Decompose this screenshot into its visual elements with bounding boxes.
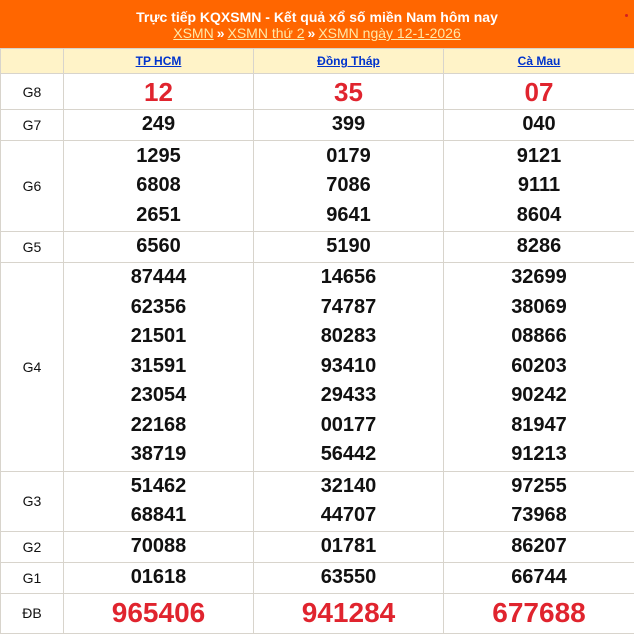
special-prize-number: 677688 [444,594,634,632]
prize-number: 66744 [444,563,634,593]
special-prize-number: 941284 [254,594,443,632]
prize-label: G6 [1,141,64,232]
page-title: Trực tiếp KQXSMN - Kết quả xổ số miền Nam hôm nay [0,0,634,25]
prize-number: 14656 [254,263,443,293]
prize-row-g8 [1,74,634,110]
prize-number: 2651 [64,201,253,231]
prize-number: 9111 [444,171,634,201]
prize-label: G2 [1,531,64,562]
prize-number: 62356 [64,293,253,323]
prize-label: G7 [1,110,64,141]
special-prize-number: 965406 [64,594,253,632]
prize-row-g3 [1,471,634,531]
prize-number: 35 [254,75,443,109]
prize-label: G5 [1,232,64,263]
prize-number: 86207 [444,532,634,562]
lottery-results-table [0,48,634,634]
prize-number: 80283 [254,322,443,352]
province-link-ca-mau[interactable]: Cà Mau [518,54,561,68]
prize-number: 8604 [444,201,634,231]
prize-row-g7 [1,110,634,141]
breadcrumb-separator: » [305,25,319,41]
prize-row-g6 [1,141,634,232]
prize-number: 74787 [254,293,443,323]
prize-number: 6560 [64,232,253,262]
prize-number: 08866 [444,322,634,352]
prize-label: G4 [1,262,64,471]
province-header-row [1,49,634,74]
prize-number: 399 [254,110,443,140]
prize-number: 38069 [444,293,634,323]
prize-number: 21501 [64,322,253,352]
prize-label-header [1,49,64,74]
prize-number: 44707 [254,501,443,531]
breadcrumb-separator: » [214,25,228,41]
prize-row-g5 [1,232,634,263]
results-banner [0,0,634,48]
prize-row-g4 [1,262,634,471]
prize-number: 73968 [444,501,634,531]
prize-number: 07 [444,75,634,109]
prize-number: 93410 [254,352,443,382]
prize-number: 6808 [64,171,253,201]
prize-number: 9641 [254,201,443,231]
prize-label: G3 [1,471,64,531]
prize-number: 60203 [444,352,634,382]
prize-number: 68841 [64,501,253,531]
prize-number: 5190 [254,232,443,262]
province-link-dong-thap[interactable]: Đồng Tháp [317,54,380,68]
prize-number: 22168 [64,411,253,441]
prize-number: 38719 [64,440,253,470]
prize-number: 90242 [444,381,634,411]
prize-number: 0179 [254,142,443,172]
prize-number: 31591 [64,352,253,382]
breadcrumb-link-xsmn-date[interactable]: XSMN ngày 12-1-2026 [318,25,460,41]
prize-number: 87444 [64,263,253,293]
prize-number: 8286 [444,232,634,262]
province-link-tp-hcm[interactable]: TP HCM [136,54,182,68]
prize-number: 01618 [64,563,253,593]
prize-row-g2 [1,531,634,562]
prize-number: 01781 [254,532,443,562]
prize-number: 70088 [64,532,253,562]
prize-number: 81947 [444,411,634,441]
prize-number: 51462 [64,472,253,502]
prize-label: ĐB [1,593,64,633]
prize-number: 32699 [444,263,634,293]
prize-number: 1295 [64,142,253,172]
prize-row-special [1,593,634,633]
prize-number: 63550 [254,563,443,593]
prize-number: 97255 [444,472,634,502]
prize-number: 00177 [254,411,443,441]
live-indicator-icon [625,14,628,17]
prize-number: 29433 [254,381,443,411]
prize-number: 7086 [254,171,443,201]
prize-number: 56442 [254,440,443,470]
prize-label: G8 [1,74,64,110]
prize-number: 32140 [254,472,443,502]
prize-number: 12 [64,75,253,109]
breadcrumb-link-xsmn[interactable]: XSMN [173,25,213,41]
prize-number: 9121 [444,142,634,172]
prize-number: 040 [444,110,634,140]
breadcrumb [0,25,634,41]
prize-number: 23054 [64,381,253,411]
prize-label: G1 [1,562,64,593]
prize-number: 91213 [444,440,634,470]
prize-row-g1 [1,562,634,593]
breadcrumb-link-xsmn-weekday[interactable]: XSMN thứ 2 [227,25,304,41]
prize-number: 249 [64,110,253,140]
